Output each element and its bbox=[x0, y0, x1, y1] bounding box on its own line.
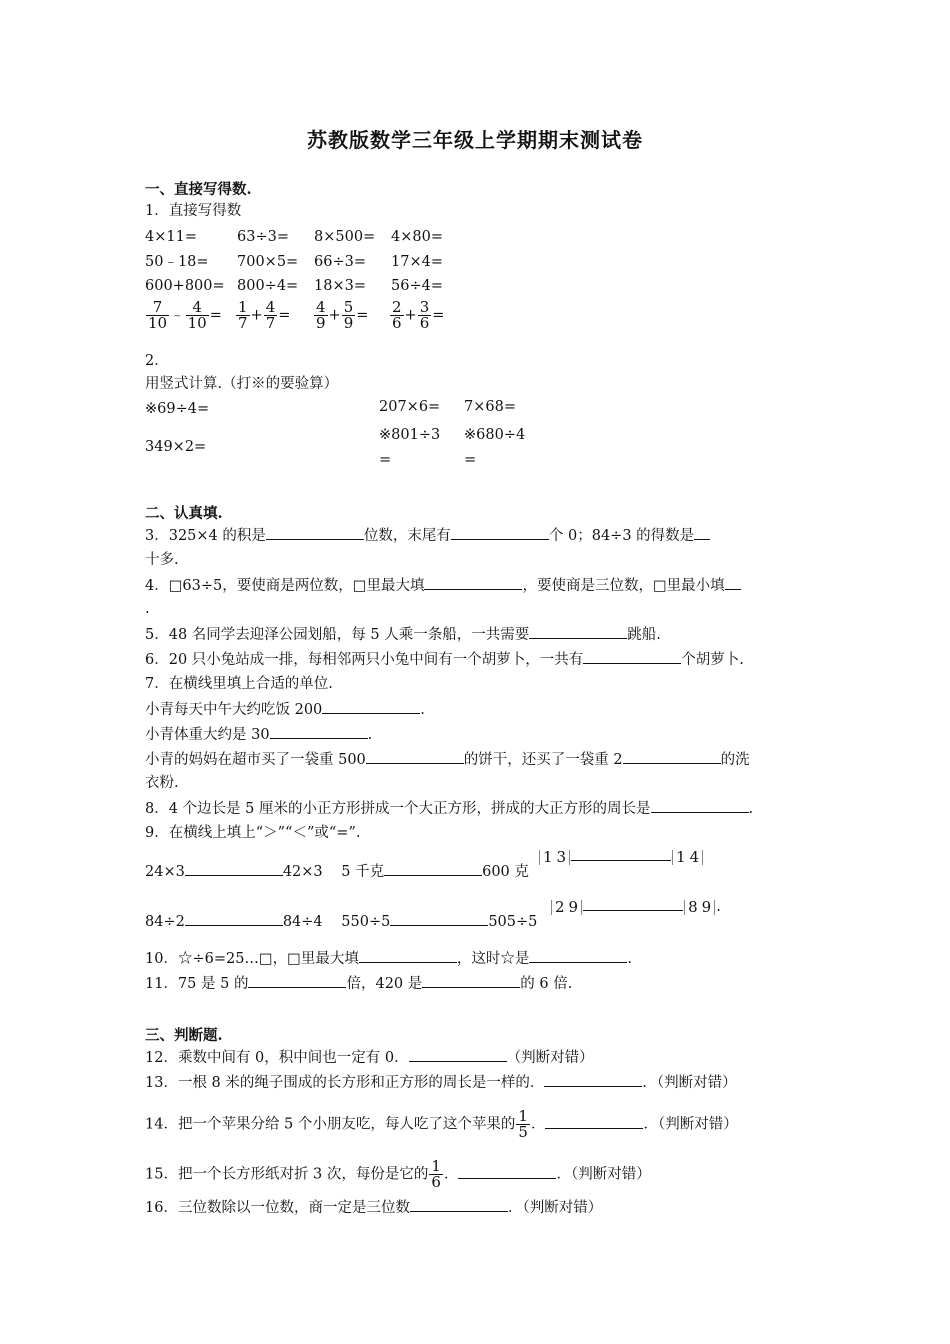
vertical-calc-item: ※801÷3 bbox=[379, 427, 441, 443]
fraction: $\frac{3}{6}$ bbox=[419, 298, 430, 332]
calc-item: 66÷3= bbox=[314, 254, 366, 270]
answer-blank[interactable] bbox=[390, 911, 488, 926]
fraction: $\frac{2}{6}$ bbox=[392, 298, 402, 332]
question-7c: 小青的妈妈在超市买了一袋重 500 的饼干，还买了一袋重 2 的洗 bbox=[145, 749, 750, 770]
answer-blank[interactable] bbox=[266, 525, 364, 540]
question-11: 11．75 是 5 的 倍，420 是 的 6 倍. bbox=[145, 973, 572, 994]
fraction: 2 9 bbox=[551, 900, 582, 915]
vertical-calc-item: 349×2= bbox=[145, 439, 207, 455]
compare-fractions-1 bbox=[538, 846, 704, 867]
fraction: $\frac{4}{9}$ bbox=[316, 298, 326, 332]
question-8: 8．4 个边长是 5 厘米的小正方形拼成一个大正方形，拼成的大正方形的周长是 . bbox=[145, 798, 753, 819]
question-10: 10．☆÷6=25…□，□里最大填 ，这时☆是 . bbox=[145, 948, 632, 969]
answer-blank[interactable] bbox=[545, 1114, 643, 1129]
calc-item: 600+800= bbox=[145, 278, 225, 294]
fraction-expr: $\frac{7}{10}$ ﹣ $\frac{4}{10}$ = bbox=[148, 298, 222, 332]
question-16: 16．三位数除以一位数，商一定是三位数 ．（判断对错） bbox=[145, 1197, 602, 1218]
question-3: 3．325×4 的积是 位数，末尾有 个 0；84÷3 的得数是 bbox=[145, 525, 710, 546]
fraction: $\frac{1}{6}$ bbox=[431, 1157, 441, 1191]
answer-blank[interactable] bbox=[384, 861, 482, 876]
answer-blank[interactable] bbox=[571, 846, 671, 861]
page-title: 苏教版数学三年级上学期期末测试卷 bbox=[307, 128, 643, 152]
fraction: $\frac{1}{5}$ bbox=[518, 1107, 528, 1141]
answer-blank[interactable] bbox=[422, 973, 520, 988]
calc-item: 17×4= bbox=[391, 254, 443, 270]
calc-item: 63÷3= bbox=[237, 229, 289, 245]
fraction: 8 9 bbox=[684, 900, 715, 915]
vertical-calc-item: 7×68= bbox=[464, 399, 516, 415]
answer-blank[interactable] bbox=[359, 948, 457, 963]
calc-item: 700×5= bbox=[237, 254, 299, 270]
answer-blank[interactable] bbox=[248, 973, 346, 988]
calc-item: 800÷4= bbox=[237, 278, 299, 294]
answer-blank[interactable] bbox=[409, 1047, 507, 1062]
question-7b: 小青体重大约是 30 . bbox=[145, 724, 372, 745]
fraction: $\frac{7}{10}$ bbox=[148, 298, 168, 332]
question-14: 14．把一个苹果分给 5 个小朋友吃，每人吃了这个苹果的 $\frac{1}{5}$ ． ．（判断对错） bbox=[145, 1107, 738, 1141]
calc-item: 8×500= bbox=[314, 229, 376, 245]
question-3-cont: 十多. bbox=[145, 552, 179, 568]
section-1-heading: 一、直接写得数. bbox=[145, 181, 252, 198]
question-7a: 小青每天中午大约吃饭 200 . bbox=[145, 699, 425, 720]
vertical-calc-item: = bbox=[464, 452, 477, 468]
question-13: 13．一根 8 米的绳子围成的长方形和正方形的周长是一样的． ．（判断对错） bbox=[145, 1072, 737, 1093]
calc-item: 56÷4= bbox=[391, 278, 443, 294]
answer-blank[interactable] bbox=[366, 749, 464, 764]
question-9: 9．在横线上填上“＞”“＜”或“=”. bbox=[145, 825, 361, 841]
fraction: 1 4 bbox=[672, 850, 703, 865]
answer-blank[interactable] bbox=[529, 624, 627, 639]
answer-blank[interactable] bbox=[583, 896, 683, 911]
answer-blank[interactable] bbox=[185, 911, 283, 926]
answer-blank[interactable] bbox=[424, 575, 522, 590]
compare-fractions-2: 2 9 8 9 . bbox=[550, 896, 721, 917]
fraction-expr: $\frac{4}{9}$ + $\frac{5}{9}$ = bbox=[316, 298, 369, 332]
answer-blank[interactable] bbox=[651, 798, 749, 813]
answer-blank[interactable] bbox=[583, 649, 681, 664]
compare-row-2: 84÷2 84÷4 550÷5 505÷5 bbox=[145, 911, 537, 932]
answer-blank[interactable] bbox=[529, 948, 627, 963]
vertical-calc-item: ※680÷4 bbox=[464, 427, 526, 443]
calc-item: 50﹣18= bbox=[145, 254, 209, 270]
fraction: $\frac{4}{10}$ bbox=[187, 298, 207, 332]
question-4-cont: . bbox=[145, 601, 150, 617]
fraction: $\frac{1}{7}$ bbox=[238, 298, 248, 332]
answer-blank[interactable] bbox=[694, 525, 710, 540]
answer-blank[interactable] bbox=[185, 861, 283, 876]
calc-item: 18×3= bbox=[314, 278, 366, 294]
question-6: 6．20 只小兔站成一排，每相邻两只小兔中间有一个胡萝卜，一共有 个胡萝卜. bbox=[145, 649, 744, 670]
vertical-calc-item: ※69÷4= bbox=[145, 401, 210, 417]
compare-row-1: 24×3 42×3 5 千克 600 克 bbox=[145, 861, 529, 882]
section-3-heading: 三、判断题. bbox=[145, 1027, 223, 1044]
vertical-calc-item: 207×6= bbox=[379, 399, 441, 415]
answer-blank[interactable] bbox=[725, 575, 741, 590]
fraction: $\frac{4}{7}$ bbox=[265, 298, 276, 332]
question-15: 15．把一个长方形纸对折 3 次，每份是它的 $\frac{1}{6}$ ． ．（判断对错） bbox=[145, 1157, 651, 1191]
fraction-expr: $\frac{1}{7}$ + $\frac{4}{7}$ = bbox=[238, 298, 291, 332]
question-7c-cont: 衣粉. bbox=[145, 775, 179, 791]
fraction-expr: $\frac{2}{6}$ + $\frac{3}{6}$ = bbox=[392, 298, 445, 332]
question-5: 5．48 名同学去迎泽公园划船，每 5 人乘一条船，一共需要 跳船. bbox=[145, 624, 661, 645]
calc-item: 4×80= bbox=[391, 229, 443, 245]
answer-blank[interactable] bbox=[623, 749, 721, 764]
answer-blank[interactable] bbox=[544, 1072, 642, 1087]
question-4: 4．□63÷5，要使商是两位数，□里最大填 ，要使商是三位数，□里最小填 bbox=[145, 575, 741, 596]
vertical-calc-item: = bbox=[379, 452, 392, 468]
answer-blank[interactable] bbox=[451, 525, 549, 540]
answer-blank[interactable] bbox=[322, 699, 420, 714]
fraction: 1 3 bbox=[539, 850, 570, 865]
calc-item: 4×11= bbox=[145, 229, 197, 245]
q1-label: 1．直接写得数 bbox=[145, 203, 242, 219]
answer-blank[interactable] bbox=[458, 1164, 556, 1179]
section-2-heading: 二、认真填. bbox=[145, 505, 223, 522]
question-12: 12．乘数中间有 0，积中间也一定有 0． （判断对错） bbox=[145, 1047, 594, 1068]
q2-number: 2． bbox=[145, 353, 169, 369]
answer-blank[interactable] bbox=[270, 724, 368, 739]
q2-label: 用竖式计算.（打※的要验算） bbox=[145, 376, 339, 392]
fraction: $\frac{5}{9}$ bbox=[343, 298, 354, 332]
question-7: 7．在横线里填上合适的单位. bbox=[145, 676, 333, 692]
answer-blank[interactable] bbox=[410, 1197, 508, 1212]
